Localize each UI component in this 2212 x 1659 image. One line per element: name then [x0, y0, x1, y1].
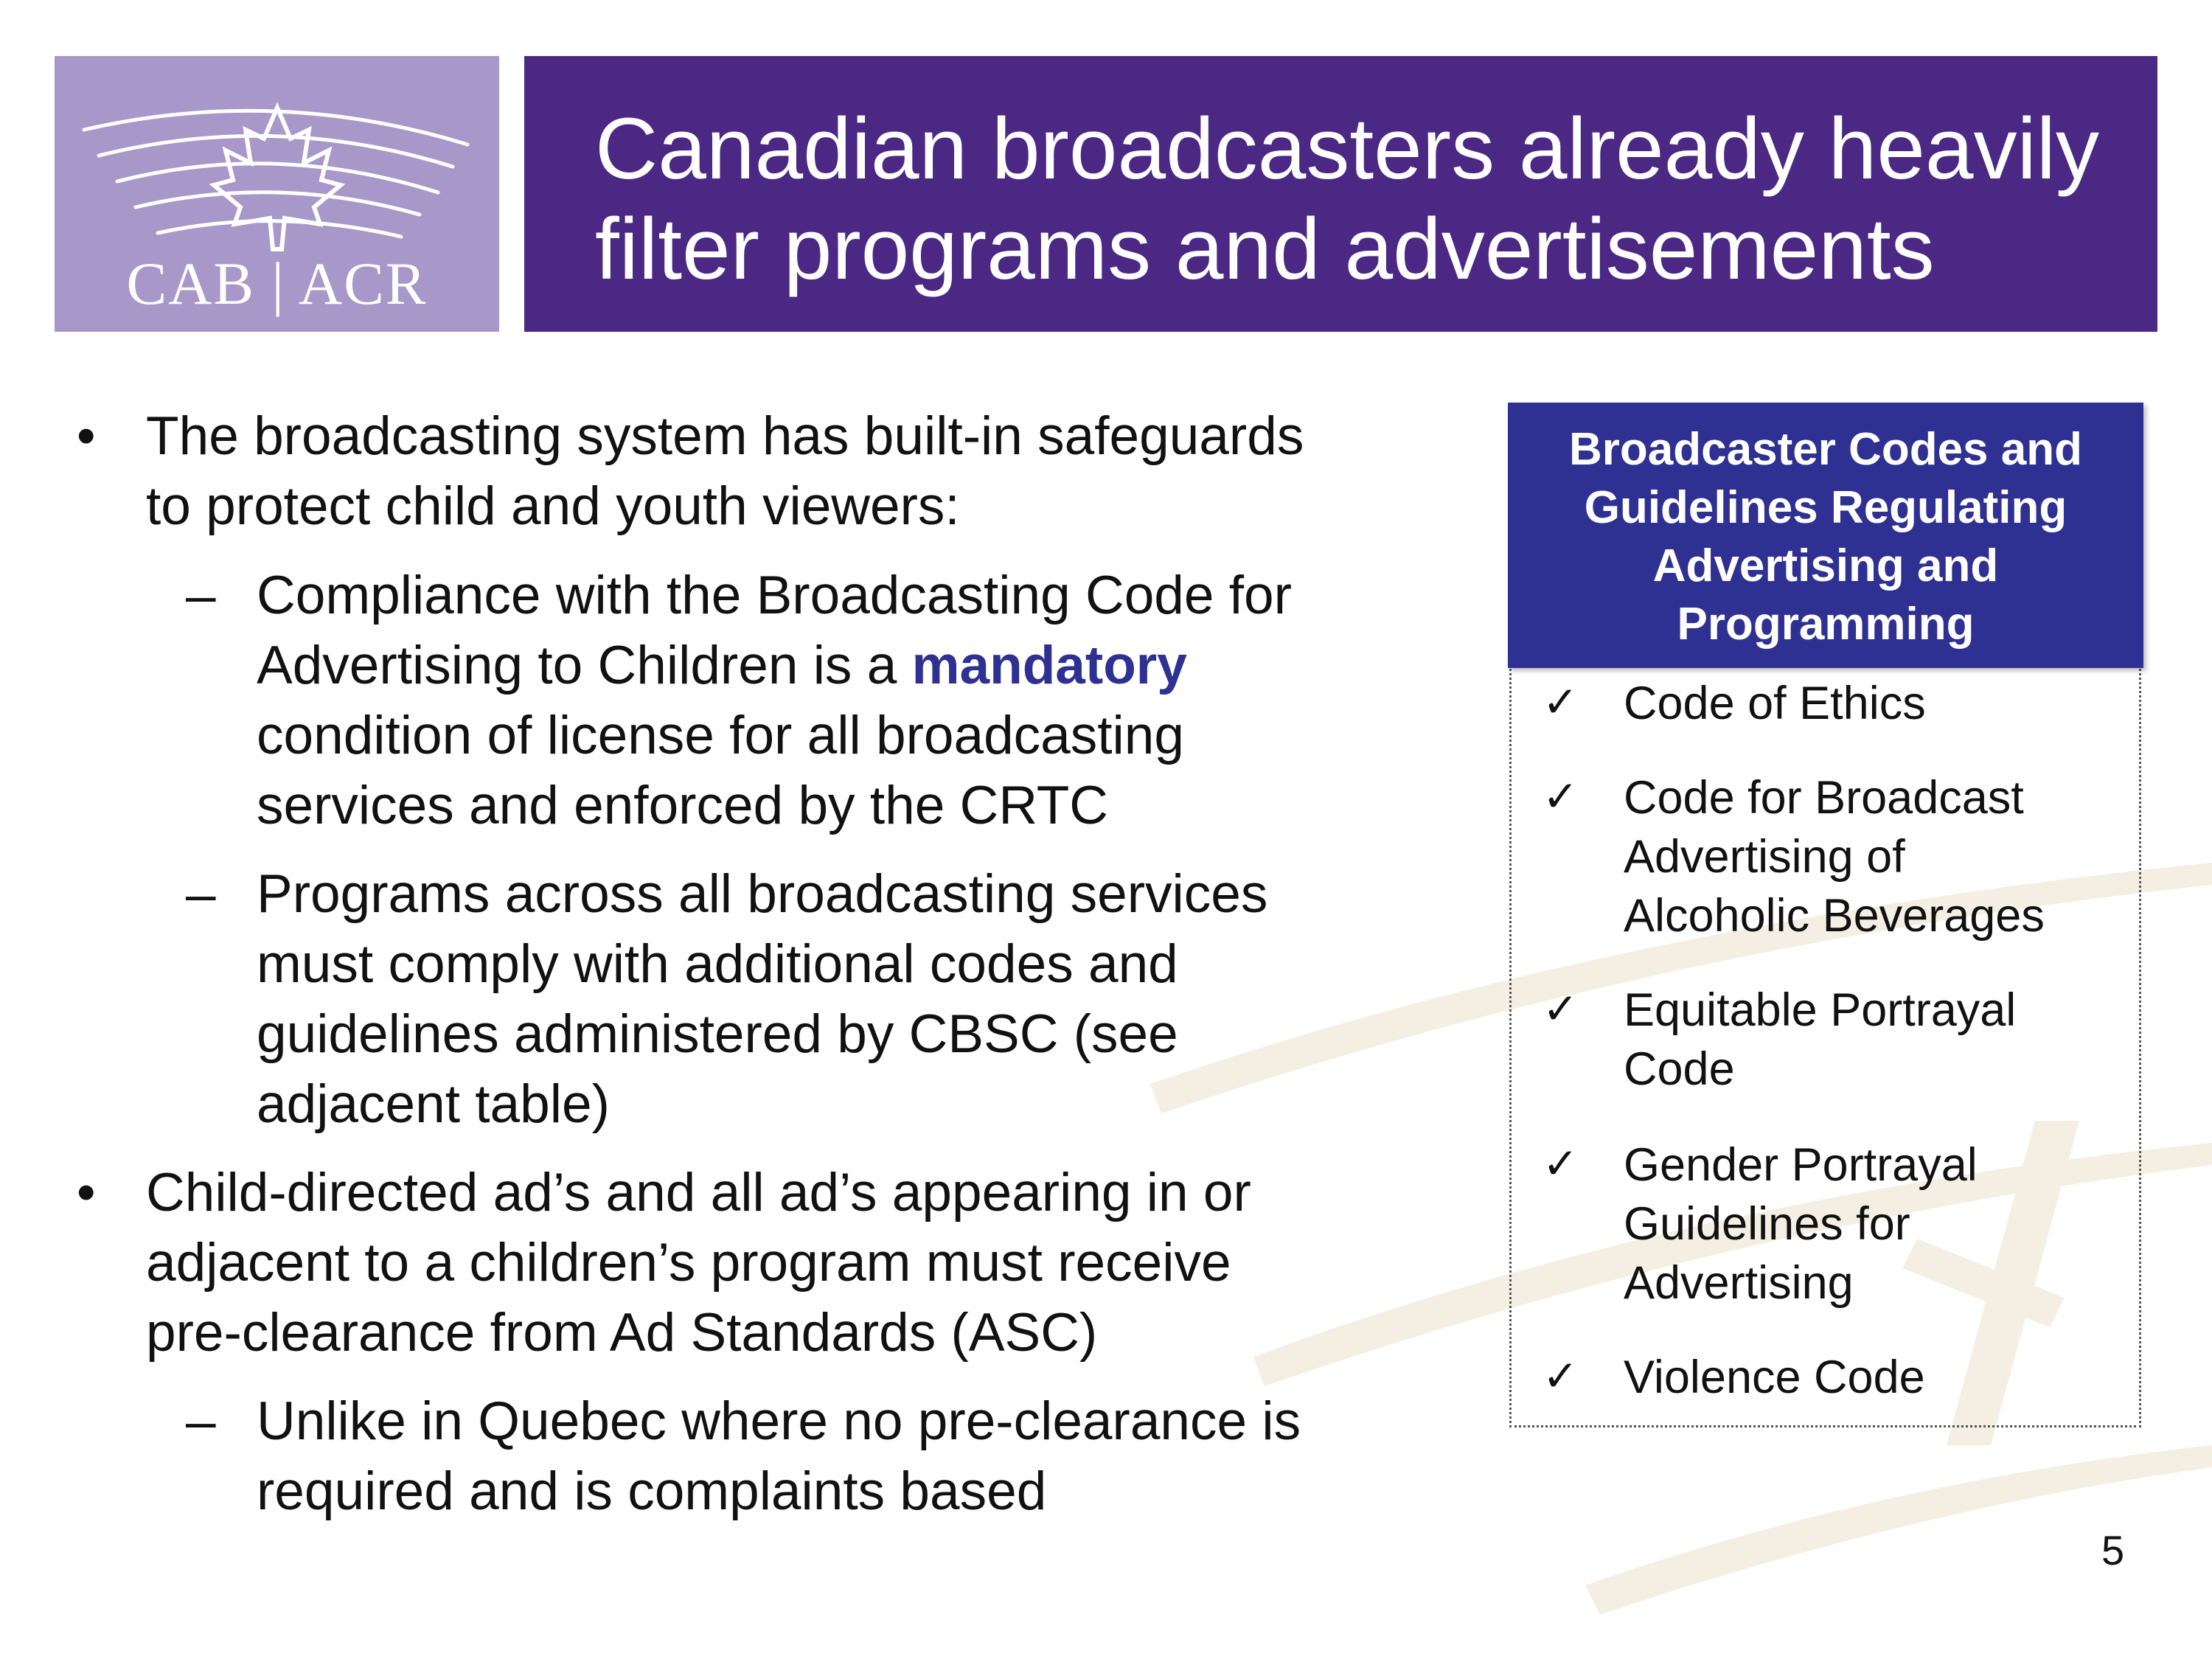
codes-header-line-4: Programming — [1677, 599, 1975, 650]
logo-wordmark: CAB | ACR — [126, 250, 428, 317]
code-item-4-line-1: Gender Portrayal — [1624, 1139, 1978, 1191]
code-item-4-line-2: Guidelines for — [1624, 1198, 1910, 1250]
bullet-2-line-3: pre-clearance from Ad Standards (ASC) — [146, 1303, 1098, 1363]
checkmark-icon: ✓ — [1543, 678, 1579, 726]
bullet-2-line-2: adjacent to a children’s program must receive — [146, 1233, 1231, 1293]
codes-header-line-3: Advertising and — [1652, 540, 1999, 591]
sub-2-line-2: must comply with additional codes and — [257, 934, 1178, 994]
bullet-2-line-1: Child-directed ad’s and all ad’s appearing in or — [146, 1163, 1251, 1222]
title-banner — [524, 56, 2157, 332]
sub-1-line-4: services and enforced by the CRTC — [257, 776, 1109, 835]
bullet-1-line-1: The broadcasting system has built-in safeguards — [146, 406, 1304, 466]
codes-header-line-1: Broadcaster Codes and — [1569, 424, 2082, 475]
sub-2-line-4: adjacent table) — [257, 1074, 610, 1134]
slide-title-line-2: filter programs and advertisements — [595, 201, 1935, 298]
code-item-3-line-2: Code — [1624, 1043, 1735, 1095]
checkmark-icon: ✓ — [1543, 1352, 1579, 1400]
slide-title-line-1: Canadian broadcasters already heavily — [595, 100, 2099, 198]
code-item-3-line-1: Equitable Portrayal — [1624, 984, 2017, 1036]
sub-1-line-3: condition of license for all broadcasting — [257, 706, 1184, 765]
codes-table-header — [1508, 403, 2143, 668]
bullet-1-line-2: to protect child and youth viewers: — [146, 476, 960, 536]
sub-2-line-3: guidelines administered by CBSC (see — [257, 1004, 1178, 1064]
sub-bullet-marker: – — [186, 1391, 216, 1451]
sub-bullet-marker: – — [186, 566, 216, 625]
sub-bullet-marker: – — [186, 864, 216, 924]
sub-2-line-1: Programs across all broadcasting services — [257, 864, 1268, 924]
code-item-4-line-3: Advertising — [1624, 1257, 1854, 1309]
sub-1-line-1: Compliance with the Broadcasting Code for — [257, 566, 1292, 625]
sub-3-line-1: Unlike in Quebec where no pre-clearance is — [257, 1391, 1301, 1451]
bullet-marker: • — [77, 1163, 96, 1222]
mandatory-emphasis: mandatory — [911, 636, 1187, 695]
page-number: 5 — [2101, 1527, 2125, 1573]
bullet-marker: • — [77, 406, 96, 466]
cab-logo — [55, 56, 499, 332]
codes-header-line-2: Guidelines Regulating — [1584, 482, 2067, 533]
code-item-2-line-3: Alcoholic Beverages — [1624, 890, 2045, 942]
codes-table-title — [1508, 420, 2143, 653]
sub-1-line-2-text: Advertising to Children is a — [257, 636, 912, 695]
sub-1-line-2 — [257, 636, 1187, 695]
code-item-5-line-1: Violence Code — [1624, 1352, 1925, 1403]
checkmark-icon: ✓ — [1543, 773, 1579, 821]
code-item-2-line-1: Code for Broadcast — [1624, 772, 2024, 824]
checkmark-icon: ✓ — [1543, 985, 1579, 1033]
checkmark-icon: ✓ — [1543, 1140, 1579, 1188]
slide-title — [595, 99, 2129, 299]
code-item-2-line-2: Advertising of — [1624, 831, 1905, 883]
sub-3-line-2: required and is complaints based — [257, 1461, 1047, 1521]
code-item-1-line-1: Code of Ethics — [1624, 678, 1926, 729]
